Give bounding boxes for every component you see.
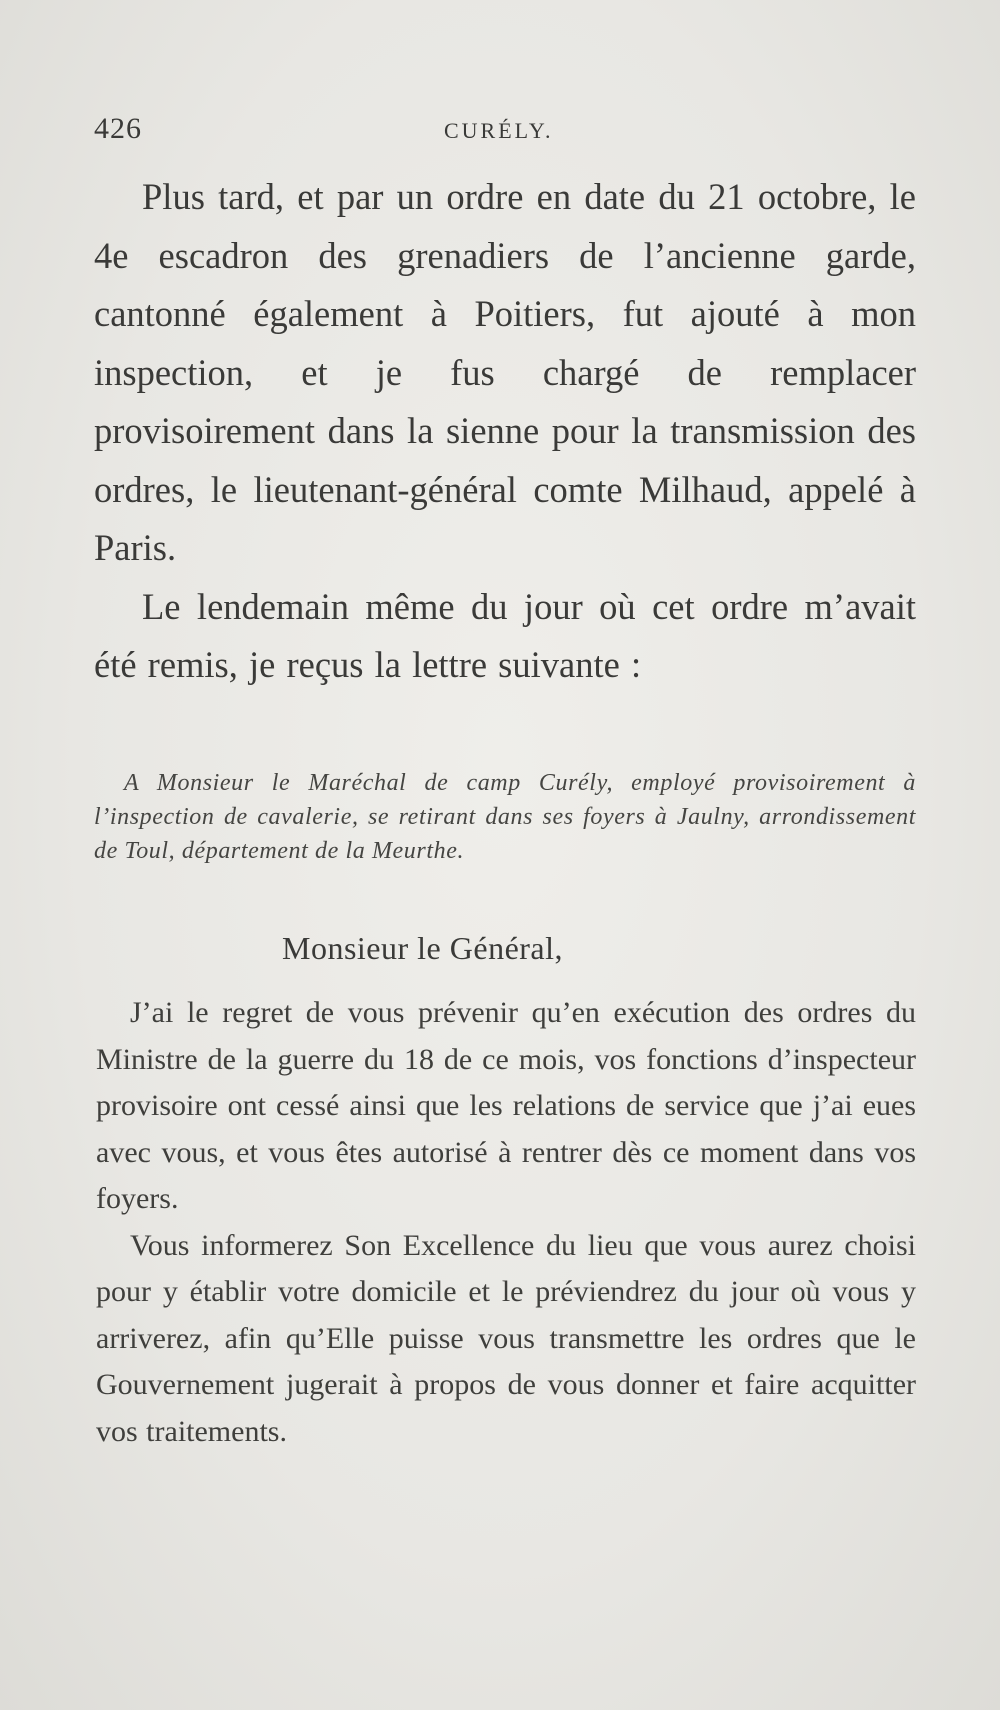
letter-paragraph: J’ai le regret de vous prévenir qu’en exécution des ordres du Ministre de la guerre du 18 de ce mois, vos fonctions d’inspecteur provisoire ont cessé ainsi que les relations de service que j’ai eues avec vous, et vous êtes autorisé à rentrer dès ce moment dans vos foyers.	[96, 996, 916, 1215]
running-title: CURÉLY.	[444, 118, 554, 143]
page-header	[94, 112, 914, 152]
narrative-paragraph: Plus tard, et par un ordre en date du 21 octobre, le 4e escadron des grenadiers de l’ancienne garde, cantonné également à Poitiers, fut ajouté à mon inspection, et je fus chargé de remplacer provisoirement dans la sienne pour la transmission des ordres, le lieutenant-général comte Milhaud, appelé à Paris.	[94, 176, 916, 568]
page-number: 426	[94, 112, 142, 145]
letter-body	[96, 990, 916, 1455]
letter-paragraph: Vous informerez Son Excellence du lieu que vous aurez choisi pour y établir votre domicile et le préviendrez du jour où vous y arriverez, afin qu’Elle puisse vous transmettre les ordres que le Gouvernement jugerait à propos de vous donner et faire acquitter vos traitements.	[96, 1228, 916, 1448]
letter-salutation: Monsieur le Général,	[282, 930, 564, 966]
narrative-paragraph: Le lendemain même du jour où cet ordre m’avait été remis, je reçus la lettre suivante :	[94, 585, 916, 685]
letter-address: A Monsieur le Maréchal de camp Curély, employé provisoirement à l’inspection de cavalerie, se retirant dans ses foyers à Jaulny, arrondissement de Toul, département de la Meurthe.	[94, 770, 916, 864]
narrative-text	[94, 168, 916, 695]
